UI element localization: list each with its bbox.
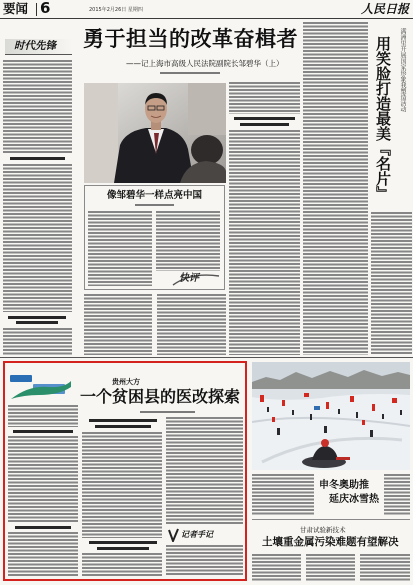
- section-subhead: [95, 425, 151, 428]
- check-mark-icon: [168, 528, 179, 542]
- body-text-column: [8, 532, 78, 576]
- brief-story: [250, 519, 413, 585]
- body-text-column: [8, 436, 78, 523]
- body-text-column: [306, 554, 355, 582]
- section-subhead: [13, 430, 73, 433]
- section-subhead: [89, 419, 157, 422]
- photo-caption-line2: 延庆冰雪热: [329, 494, 379, 505]
- column-tag-label: 时代先锋: [14, 40, 56, 52]
- body-text-column: [82, 432, 162, 538]
- body-text-column: [88, 211, 152, 286]
- issue-date: 2015年2月26日 星期四: [89, 7, 143, 13]
- section-subhead: [16, 321, 58, 324]
- feature-kicker: 贵州大方: [112, 378, 140, 386]
- body-text-column: [166, 545, 243, 576]
- body-text-column: [3, 328, 72, 355]
- feature-story: [3, 361, 247, 581]
- section-rule: [0, 357, 413, 358]
- body-text-column: [371, 212, 412, 355]
- body-text-column: [8, 405, 78, 427]
- caption-text: [252, 474, 314, 515]
- brief-kicker: 甘肃试验新技术: [300, 526, 346, 534]
- body-text-column: [82, 553, 162, 576]
- byline: [140, 411, 195, 413]
- body-text-column: [229, 130, 300, 355]
- brief-rule: [252, 519, 410, 520]
- body-text-column: [157, 294, 226, 355]
- page-header: [0, 0, 413, 19]
- column-tag: [5, 39, 72, 55]
- section-subhead: [97, 547, 149, 550]
- side-headline: 用笑脸打造最美『名片』: [374, 36, 392, 201]
- side-kicker: 满洲里开展国家形象我塑造活动: [399, 28, 406, 112]
- section-label: 要闻: [3, 1, 29, 16]
- commentary-title: 像邹碧华一样点亮中国: [106, 190, 202, 201]
- feature-headline: 一个贫困县的医改探索: [80, 387, 241, 406]
- photo-news: [250, 360, 413, 518]
- photo-caption-line1: 申冬奥助推: [319, 480, 369, 491]
- byline: [160, 72, 220, 74]
- portrait-photo: [84, 83, 226, 183]
- body-text-column: [303, 22, 368, 355]
- body-text-column: [229, 82, 300, 114]
- commentary-byline: [135, 204, 174, 206]
- commentary-box: [84, 185, 225, 290]
- body-text-column: [360, 554, 410, 582]
- page-number: 6: [40, 0, 51, 17]
- section-subhead: [10, 157, 65, 160]
- column-logo: [9, 373, 73, 401]
- section-subhead: [234, 117, 295, 120]
- lead-subheadline: ——记上海市高级人民法院副院长邹碧华（上）: [126, 59, 284, 68]
- body-text-column: [84, 294, 152, 355]
- masthead-logo: 人民日报: [360, 2, 409, 16]
- snow-park-photo: [252, 362, 410, 470]
- notes-label: 记者手记: [181, 530, 213, 539]
- body-text-column: [252, 554, 301, 582]
- lead-story: [0, 19, 369, 357]
- caption-text: [384, 474, 410, 515]
- section-subhead: [15, 526, 71, 529]
- body-text-column: [156, 211, 220, 271]
- body-text-column: [3, 164, 72, 312]
- body-text-column: [3, 60, 72, 154]
- header-divider: [36, 3, 37, 16]
- commentary-label: 快评: [179, 273, 199, 284]
- lead-headline: 勇于担当的改革奋楫者: [83, 27, 298, 51]
- side-story: [369, 19, 413, 357]
- section-subhead: [240, 123, 289, 126]
- section-subhead: [8, 316, 66, 319]
- body-text-column: [166, 417, 243, 525]
- brief-headline: 土壤重金属污染难题有望解决: [262, 536, 399, 548]
- section-subhead: [89, 541, 157, 544]
